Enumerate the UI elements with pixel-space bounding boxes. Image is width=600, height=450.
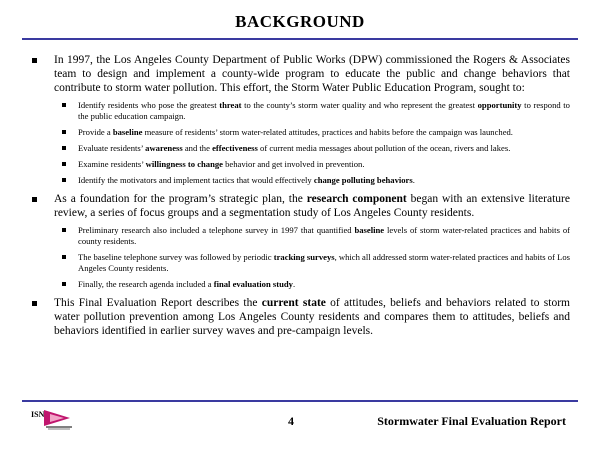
square-bullet-icon [62, 130, 66, 134]
sub-bullet-item [30, 100, 570, 122]
text-run: . [412, 175, 415, 185]
text-run: behavior and get involved in prevention. [222, 159, 365, 169]
sub-bullet-item [30, 127, 570, 138]
square-bullet-icon [62, 255, 66, 259]
page-title: BACKGROUND [235, 12, 365, 31]
text-run: . [292, 279, 296, 289]
square-bullet-icon [62, 228, 66, 232]
square-bullet-icon [62, 162, 66, 166]
bold-term: threat [219, 100, 242, 110]
header-rule [22, 38, 578, 40]
text-run: of attitudes, beliefs and behaviors related to storm water pollution prevention among Los Angeles County residents and compares them to attitudes, beliefs and behaviors identified in earlier survey waves and pre-campaign levels. [54, 297, 570, 337]
text-run: Examine residents’ [78, 159, 146, 169]
sub-bullet-list [30, 225, 570, 290]
square-bullet-icon [62, 103, 66, 107]
sub-bullet-list [30, 100, 570, 186]
text-run: levels of storm water-related practices and habits of county residents. [78, 225, 570, 246]
svg-text:ISN: ISN [31, 410, 45, 419]
text-run: The baseline telephone survey was followed by periodic [78, 252, 274, 262]
bold-term: willingness to change [145, 159, 223, 169]
text-run: , which all addressed storm water-related practices and habits of Los Angeles County residents. [78, 252, 570, 273]
text-run: began with an extensive literature review, a series of focus groups and a segmentation study of Los Angeles County residents. [54, 193, 570, 219]
text-run: to respond to the public education campaign. [78, 100, 570, 121]
bold-term: awareness [145, 143, 183, 153]
footer-rule [22, 400, 578, 402]
page-number: 4 [288, 414, 294, 428]
sub-bullet-item [30, 225, 570, 247]
text-run: This Final Evaluation Report describes the [54, 297, 262, 309]
text-run: Preliminary research also included a telephone survey in 1997 that quantified [78, 225, 355, 235]
report-title: Stormwater Final Evaluation Report [377, 414, 566, 428]
bold-term: research component [306, 193, 407, 205]
text-run: In 1997, the Los Angeles County Department of Public Works (DPW) commissioned the Rogers & Associates team to design and implement a county-wide program to educate the public and change behaviors that contribute to storm water pollution. This effort, the Storm Water Public Education Program, sought to: [54, 54, 570, 94]
bold-term: current state [261, 297, 326, 309]
bold-term: baseline [354, 225, 385, 235]
square-bullet-icon [32, 58, 37, 63]
sub-bullet-item [30, 252, 570, 274]
text-run: As a foundation for the program’s strategic plan, the [54, 193, 307, 205]
sub-bullet-item [30, 175, 570, 186]
sub-bullet-item [30, 143, 570, 154]
bullet-paragraph [30, 53, 570, 95]
text-run: measure of residents’ storm water-related attitudes, practices and habits before the campaign was launched. [142, 127, 513, 137]
text-run: to the county’s storm water quality and who represent the greatest [241, 100, 478, 110]
text-run: Evaluate residents’ [78, 143, 146, 153]
stormwater-logo-icon [30, 406, 90, 432]
text-run: Identify residents who pose the greatest [78, 100, 220, 110]
text-run: of current media messages about pollution of the ocean, rivers and lakes. [257, 143, 511, 153]
sub-bullet-item [30, 279, 570, 290]
bold-term: opportunity [477, 100, 522, 110]
bold-term: effectiveness [212, 143, 258, 153]
sub-bullet-item [30, 159, 570, 170]
bullet-paragraph [30, 192, 570, 220]
text-run: Identify the motivators and implement tactics that would effectively [78, 175, 314, 185]
bold-term: baseline [112, 127, 143, 137]
square-bullet-icon [62, 146, 66, 150]
text-run: and the [182, 143, 213, 153]
bold-term: tracking surveys [273, 252, 335, 262]
square-bullet-icon [32, 197, 37, 202]
body-content [30, 53, 570, 342]
square-bullet-icon [62, 282, 66, 286]
square-bullet-icon [62, 178, 66, 182]
bullet-paragraph [30, 296, 570, 338]
bold-term: change polluting behaviors [313, 175, 413, 185]
text-run: Provide a [78, 127, 113, 137]
square-bullet-icon [32, 301, 37, 306]
text-run: Finally, the research agenda included a [78, 279, 214, 289]
bold-term: final evaluation study [213, 279, 293, 289]
